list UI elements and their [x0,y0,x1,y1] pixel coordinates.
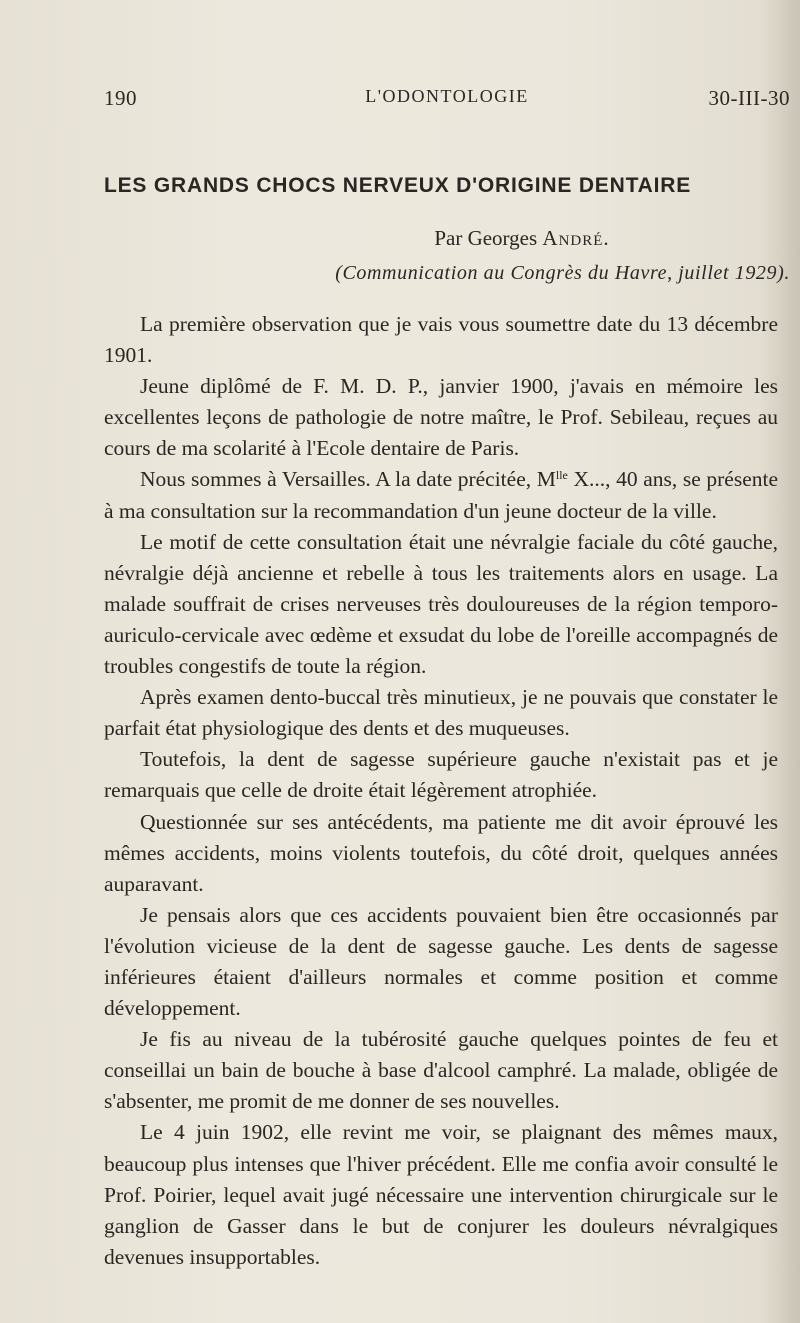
paragraph: Le motif de cette consultation était une névralgie faciale du côté gauche, névralgie déjà ancienne et rebelle à tous les traitements alors en usage. La malade souffrait de crises nerveuses très douloureuses de la région temporo-auriculo-cervicale avec œdème et exsudat du lobe de l'oreille accompagnés de troubles congestifs de toute la région. [104,529,778,679]
paragraph-text: Nous sommes à Versailles. A la date précitée, M [140,467,556,492]
article-body [104,309,778,1273]
journal-title: L'ODONTOLOGIE [365,86,529,106]
running-header [104,86,790,116]
byline-prefix: Par Georges [434,226,538,250]
page-number: 190 [104,86,137,110]
paragraph: Le 4 juin 1902, elle revint me voir, se plaignant des mêmes maux, beaucoup plus intenses que l'hiver précédent. Elle me confia avoir consulté le Prof. Poirier, lequel avait jugé nécessaire une intervention chirurgicale sur le ganglion de Gasser dans le but de conjurer les douleurs névralgiques devenues insupportables. [104,1120,778,1269]
paragraph: Toutefois, la dent de sagesse supérieure gauche n'existait pas et je remarquais que celle de droite était légèrement atrophiée. [104,747,778,803]
issue-date: 30-III-30 [708,86,790,110]
paragraph: Jeune diplômé de F. M. D. P., janvier 1900, j'avais en mémoire les excellentes leçons de pathologie de notre maître, le Prof. Sebileau, reçues au cours de ma scolarité à l'Ecole dentaire de Paris. [104,374,778,461]
paragraph: Je fis au niveau de la tubérosité gauche quelques pointes de feu et conseillai un bain de bouche à base d'alcool camphré. La malade, obligée de s'absenter, me promit de me donner de ses nouvelles. [104,1027,778,1114]
byline [104,226,790,251]
communication-note: (Communication au Congrès du Havre, juillet 1929). [335,262,790,284]
paragraph [104,464,778,526]
author-surname: André. [542,226,610,250]
article-title: LES GRANDS CHOCS NERVEUX D'ORIGINE DENTAIRE [104,174,692,197]
paragraph: Je pensais alors que ces accidents pouvaient bien être occasionnés par l'évolution vicieuse de la dent de sagesse gauche. Les dents de sagesse inférieures étaient d'ailleurs normales et comme position et comme développement. [104,902,778,1021]
paragraph-text: X..., 40 ans, se présente à ma consultation sur la recommandation d'un jeune docteur de la ville. [104,467,778,523]
paragraph: Questionnée sur ses antécédents, ma patiente me dit avoir éprouvé les mêmes accidents, moins violents toutefois, du côté droit, quelques années auparavant. [104,809,778,896]
superscript: lle [555,468,568,483]
paragraph: La première observation que je vais vous soumettre date du 13 décembre 1901. [104,312,778,368]
paragraph: Après examen dento-buccal très minutieux, je ne pouvais que constater le parfait état physiologique des dents et des muqueuses. [104,685,778,741]
